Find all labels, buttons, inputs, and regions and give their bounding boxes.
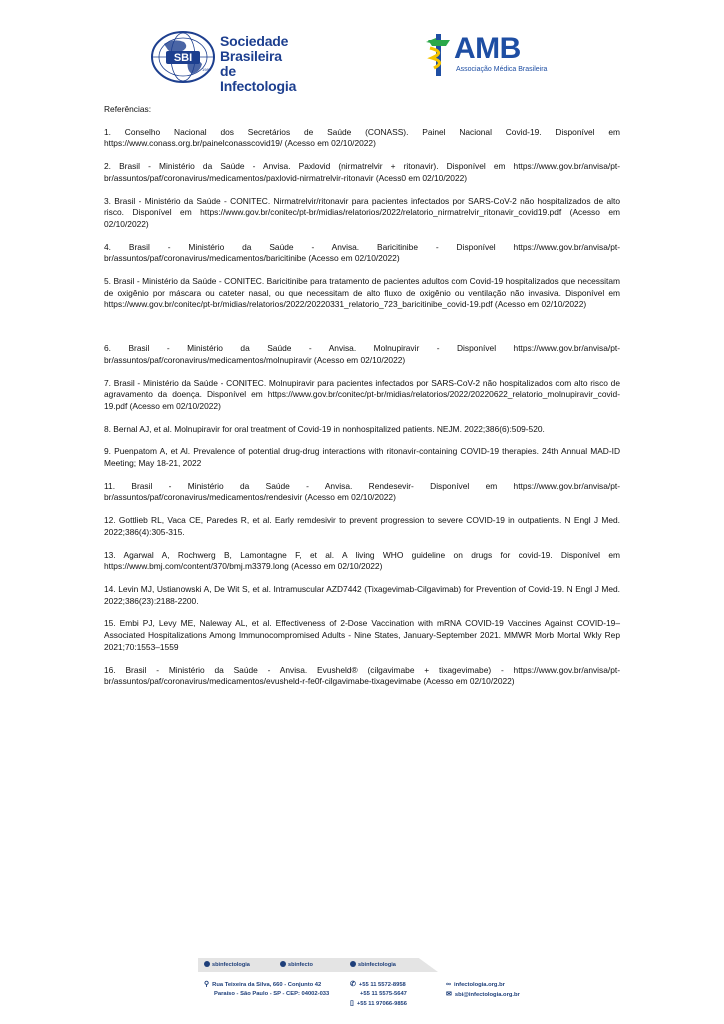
social-handle: sbinfecto (288, 962, 313, 968)
social-twitter (350, 961, 396, 968)
reference-item: 5. Brasil - Ministério da Saúde - CONITEC. Baricitinibe para tratamento de pacientes adultos com Covid-19 hospitalizados que necessitam de oxigênio por máscara ou cateter nasal, ou que necessitam de alto fluxo de oxigênio ou ventilação não invasiva. Disponível em https://www.gov.br/conitec/pt-br/midias/relatorios/2022/20220331_relatorio_723_baricitinibe_covid-19.pdf (Acesso em 02/10/2022) (104, 276, 620, 310)
phone-icon: ✆ (350, 981, 356, 988)
amb-caduceus-icon (424, 32, 454, 78)
reference-item: 11. Brasil - Ministério da Saúde - Anvisa. Rendesevir- Disponível em https://www.gov.br/anvisa/pt-br/assuntos/paf/coronavirus/medicamentos/rendesivir (Acesso em 02/10/2022) (104, 480, 620, 503)
reference-item: 6. Brasil - Ministério da Saúde - Anvisa. Molnupiravir - Disponível https://www.gov.br/anvisa/pt-br/assuntos/paf/coronavirus/medicamentos/molnupiravir (Acesso em 02/10/2022) (104, 343, 620, 365)
reference-item: 7. Brasil - Ministério da Saúde - CONITEC. Molnupiravir para pacientes infectados por SARS-CoV-2 não hospitalizados com alto risco de agravamento da doença. Disponível em https://www.gov.br/conitec/pt-br/midias/relatorios/2022/20220622_relatorio_molnupiravir_covid-19.pdf (Acesso em 02/10/2022) (104, 377, 620, 411)
mobile-icon: ▯ (350, 1000, 354, 1007)
link-icon: ∞ (446, 981, 451, 988)
sbi-name-line: Sociedade (220, 33, 289, 49)
facebook-icon (204, 961, 210, 967)
sbi-name-line: Infectologia (220, 78, 297, 94)
references-section (104, 104, 620, 699)
twitter-icon (350, 961, 356, 967)
reference-item: 4. Brasil - Ministério da Saúde - Anvisa. Baricitinibe - Disponível https://www.gov.br/anvisa/pt-br/assuntos/paf/coronavirus/medicamentos/baricitinibe (Acesso em 02/10/2022) (104, 241, 620, 264)
website-link[interactable]: infectologia.org.br (454, 982, 505, 988)
email-icon: ✉ (446, 991, 452, 998)
address-line-1: Rua Teixeira da Silva, 660 - Conjunto 42 (212, 982, 322, 988)
reference-item: 15. Embi PJ, Levy ME, Naleway AL, et al. Effectiveness of 2-Dose Vaccination with mRNA COVID-19 Vaccines Against COVID-19–Associated Hospitalizations Among Immunocompromised Adults - Nine States, January-September 2021. MMWR Morb Mortal Wkly Rep 2021;70:1553–1559 (104, 618, 620, 652)
amb-logo (424, 32, 554, 80)
sbi-year: 1980 (202, 67, 211, 72)
sbi-logo (150, 30, 297, 94)
amb-name: AMB (454, 32, 521, 65)
footer-address (204, 980, 329, 999)
reference-item: 16. Brasil - Ministério da Saúde - Anvisa. Evusheld® (cilgavimabe + tixagevimabe) - https://www.gov.br/anvisa/pt-br/assuntos/paf/coronavirus/medicamentos/evusheld-r-fe0f-cilgavimabe-tixagevimabe (Acesso em 02/10/2022) (104, 664, 620, 687)
reference-item: 2. Brasil - Ministério da Saúde - Anvisa. Paxlovid (nirmatrelvir + ritonavir). Disponível em https://www.gov.br/anvisa/pt-br/assuntos/paf/coronavirus/medicamentos/paxlovid-nirmatrelvir-ritonavir (Acess0 em 02/10/2022) (104, 161, 620, 183)
phone-number: +55 11 97066-9856 (356, 1001, 407, 1007)
social-facebook (204, 961, 250, 968)
reference-item: 1. Conselho Nacional dos Secretários de Saúde (CONASS). Painel Nacional Covid-19. Disponível em https://www.conass.org.br/painelconasscovid19/ (Acesso em 02/10/2022) (104, 126, 620, 149)
email-link[interactable]: sbi@infectologia.org.br (454, 992, 520, 998)
amb-subtitle: Associação Médica Brasileira (456, 66, 548, 73)
sbi-badge-text: SBI (173, 52, 193, 64)
reference-item: 12. Gottlieb RL, Vaca CE, Paredes R, et al. Early remdesivir to prevent progression to severe COVID-19 in outpatients. N Engl J Med. 2022;386(4):305-315. (104, 515, 620, 537)
phone-number: +55 11 5572-8958 (358, 982, 406, 988)
reference-item: 9. Puenpatom A, et Al. Prevalence of potential drug-drug interactions with ritonavir-containing COVID-19 therapies. 24th Annual MAD-ID Meeting; May 18-21, 2022 (104, 446, 620, 469)
social-handle: sbinfectologia (358, 962, 396, 968)
instagram-icon (280, 961, 286, 967)
social-handle: sbinfectologia (212, 962, 250, 968)
reference-item: 3. Brasil - Ministério da Saúde - CONITEC. Nirmatrelvir/ritonavir para pacientes infectados por SARS-CoV-2 não hospitalizados de alto risco. Disponível em https://www.gov.br/conitec/pt-br/midias/relatorios/2022/relatorio_nirmatrelvir_ritonavir_covid19.pdf (Acesso em 02/10/2022) (104, 195, 620, 229)
phone-number: +55 11 5575-5647 (360, 991, 407, 997)
sbi-globe-icon (150, 30, 216, 84)
page-header (0, 0, 724, 100)
sbi-name (220, 34, 296, 94)
reference-item: 14. Levin MJ, Ustianowski A, De Wit S, et al. Intramuscular AZD7442 (Tixagevimab-Cilgavimab) for Prevention of Covid-19. N Engl J Med. 2022;386(23):2188-2200. (104, 583, 620, 606)
page-footer (0, 946, 724, 1024)
location-pin-icon: ⚲ (204, 981, 210, 988)
footer-web (446, 980, 520, 1000)
footer-phones (350, 980, 407, 1009)
reference-item: 13. Agarwal A, Rochwerg B, Lamontagne F, et al. A living WHO guideline on drugs for covid-19. Disponível em https://www.bmj.com/content/370/bmj.m3379.long (Acesso em 02/10/2022) (104, 549, 620, 572)
address-line-2: Paraíso - São Paulo - SP - CEP: 04002-033 (214, 991, 330, 997)
social-instagram (280, 961, 313, 968)
sbi-name-line: Brasileira de (220, 48, 282, 79)
reference-item: 8. Bernal AJ, et al. Molnupiravir for oral treatment of Covid-19 in nonhospitalized patients. NEJM. 2022;386(6):509-520. (104, 423, 545, 434)
references-title: Referências: (104, 104, 152, 114)
